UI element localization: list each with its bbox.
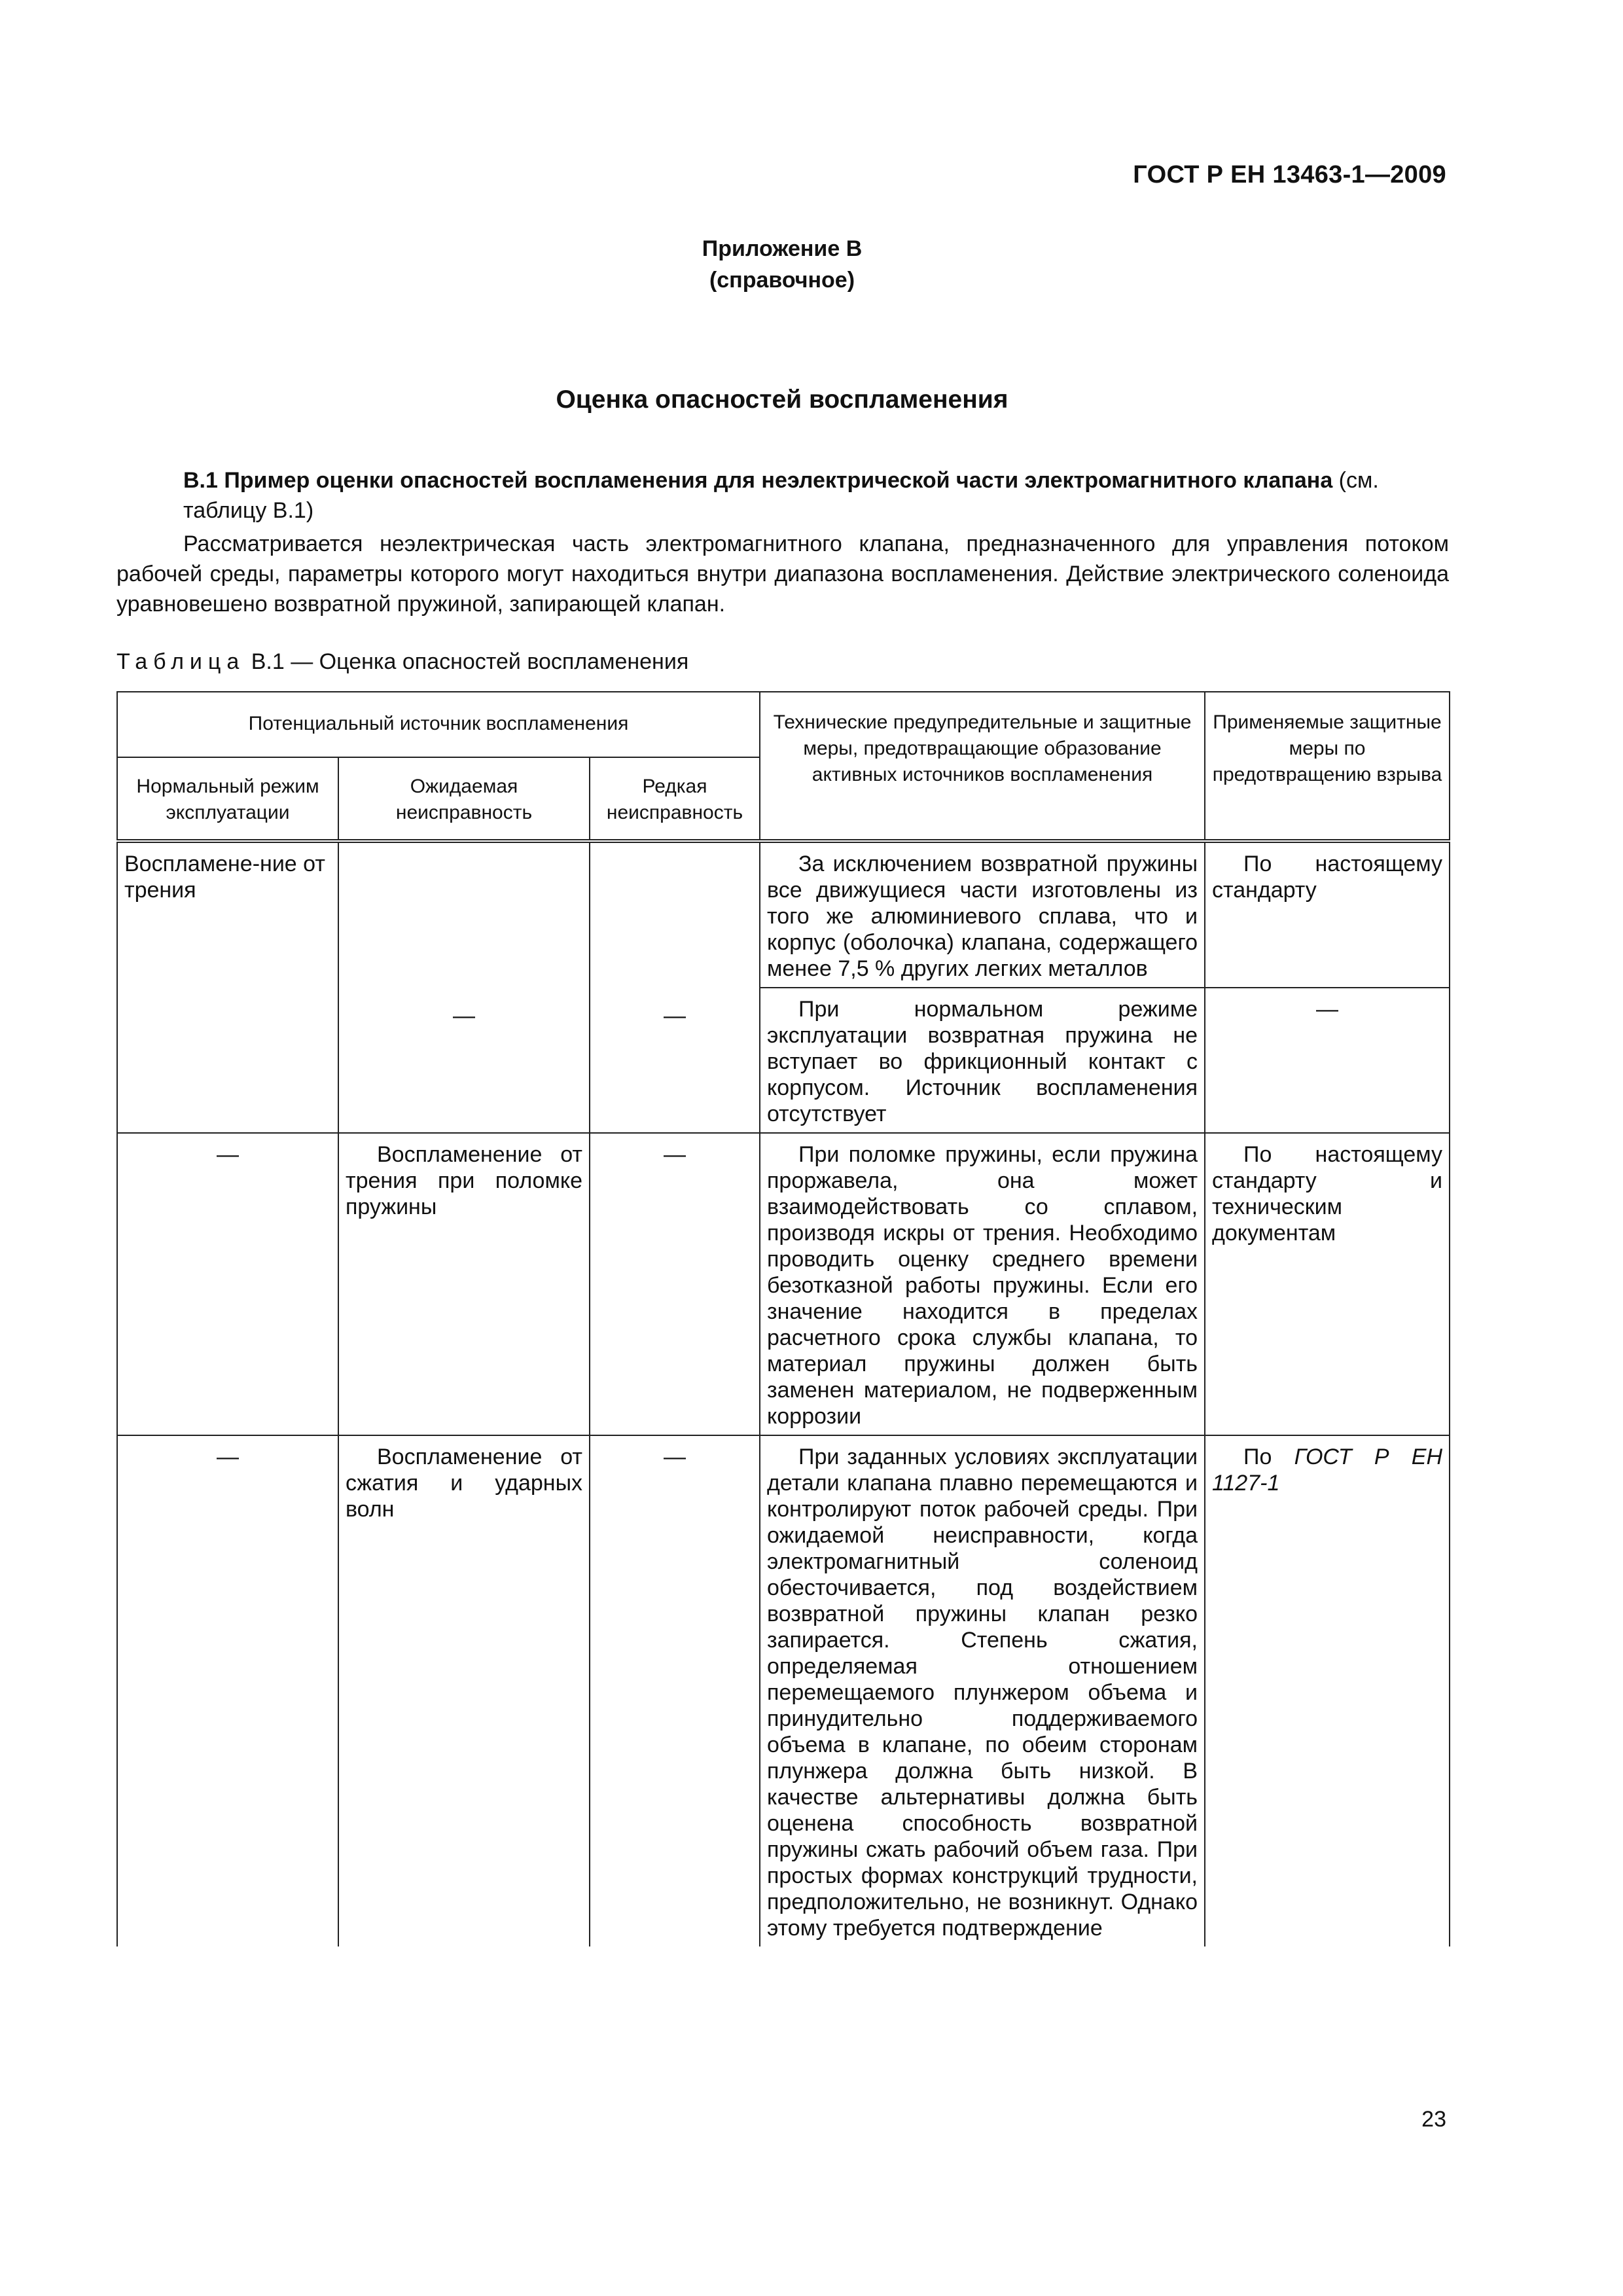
cell-measure: При поломке пружины, если пружина проржавела, она может взаимодействовать со сплавом, производя искры от трения. Необходимо проводить оценку среднего времени безотказной работы пружины. Если его значение находится в пределах расчетного срока службы клапана, то материал пружины должен быть заменен материалом, не подверженным коррозии bbox=[760, 1133, 1205, 1435]
appendix-title: Приложение В bbox=[702, 236, 863, 261]
page-number: 23 bbox=[1421, 2107, 1446, 2132]
cell-measure: За исключением возвратной пружины все движущиеся части изготовлены из того же алюминиевого сплава, что и корпус (оболочка) клапана, содержащего менее 7,5 % других легких металлов bbox=[760, 841, 1205, 988]
cell-rare: — bbox=[590, 1435, 760, 1946]
table-caption bbox=[116, 649, 688, 675]
cell-applied: По настоящему стандарту bbox=[1205, 841, 1450, 988]
cell-applied: По настоящему стандарту и техническим документам bbox=[1205, 1133, 1450, 1435]
cell-rare: — bbox=[590, 1133, 760, 1435]
cell-applied: По ГОСТ Р ЕН 1127-1 bbox=[1205, 1435, 1450, 1946]
header-rare: Редкая неисправность bbox=[590, 757, 760, 841]
header-measures: Технические предупредительные и защитные меры, предотвращающие образование активных источников воспламенения bbox=[760, 692, 1205, 841]
section-heading-bold: В.1 Пример оценки опасностей воспламенения для неэлектрической части электромагнитного клапана bbox=[183, 468, 1333, 493]
cell-normal: Воспламене-ние от трения bbox=[117, 841, 338, 1133]
document-code: ГОСТ Р ЕН 13463-1—2009 bbox=[1133, 161, 1446, 188]
ignition-hazard-table bbox=[116, 691, 1450, 1946]
appendix-status: (справочное) bbox=[709, 268, 855, 293]
cell-normal: — bbox=[117, 1133, 338, 1435]
cell-expected: Воспламенение от сжатия и ударных волн bbox=[338, 1435, 590, 1946]
cell-expected: Воспламенение от трения при поломке пружины bbox=[338, 1133, 590, 1435]
table-header-row bbox=[117, 692, 1450, 757]
cell-applied: — bbox=[1205, 988, 1450, 1133]
standard-reference: ГОСТ Р ЕН 1127-1 bbox=[1212, 1444, 1443, 1496]
header-normal: Нормальный режим эксплуатации bbox=[117, 757, 338, 841]
appendix-heading bbox=[0, 233, 1564, 296]
cell-measure: При заданных условиях эксплуатации детали клапана плавно перемещаются и контролируют поток рабочей среды. При ожидаемой неисправности, когда электромагнитный соленоид обесточивается, под воздействием возвратной пружины клапан резко запирается. Степень сжатия, определяемая отношением перемещаемого плунжером объема и принудительно поддерживаемого объема в клапане, по обеим сторонам плунжера должна быть низкой. В качестве альтернативы должна быть оценена способность возвратной пружины сжать рабочий объем газа. При простых формах конструкций трудности, предположительно, не возникнут. Однако этому требуется подтверждение bbox=[760, 1435, 1205, 1946]
table-row bbox=[117, 1133, 1450, 1435]
table-row bbox=[117, 841, 1450, 988]
cell-measure: При нормальном режиме эксплуатации возвратная пружина не вступает во фрикционный контакт с корпусом. Источник воспламенения отсутствует bbox=[760, 988, 1205, 1133]
cell-expected: — bbox=[338, 841, 590, 1133]
cell-rare: — bbox=[590, 841, 760, 1133]
table-caption-text: В.1 — Оценка опасностей воспламенения bbox=[245, 649, 689, 674]
section-heading bbox=[183, 465, 1427, 526]
page-title: Оценка опасностей воспламенения bbox=[556, 386, 1008, 414]
section-heading-ref: (см. таблицу В.1) bbox=[183, 468, 1379, 523]
header-potential-source: Потенциальный источник воспламенения bbox=[117, 692, 760, 757]
header-applied: Применяемые защитные меры по предотвращению взрыва bbox=[1205, 692, 1450, 841]
table-row bbox=[117, 1435, 1450, 1946]
cell-normal: — bbox=[117, 1435, 338, 1946]
paragraph-text: Рассматривается неэлектрическая часть электромагнитного клапана, предназначенного для управления потоком рабочей среды, параметры которого могут находиться внутри диапазона воспламенения. Действие электрического соленоида уравновешено возвратной пружиной, запирающей клапан. bbox=[116, 531, 1449, 617]
section-paragraph bbox=[116, 529, 1449, 619]
header-expected: Ожидаемая неисправность bbox=[338, 757, 590, 841]
table-caption-label: Таблица bbox=[116, 649, 245, 674]
